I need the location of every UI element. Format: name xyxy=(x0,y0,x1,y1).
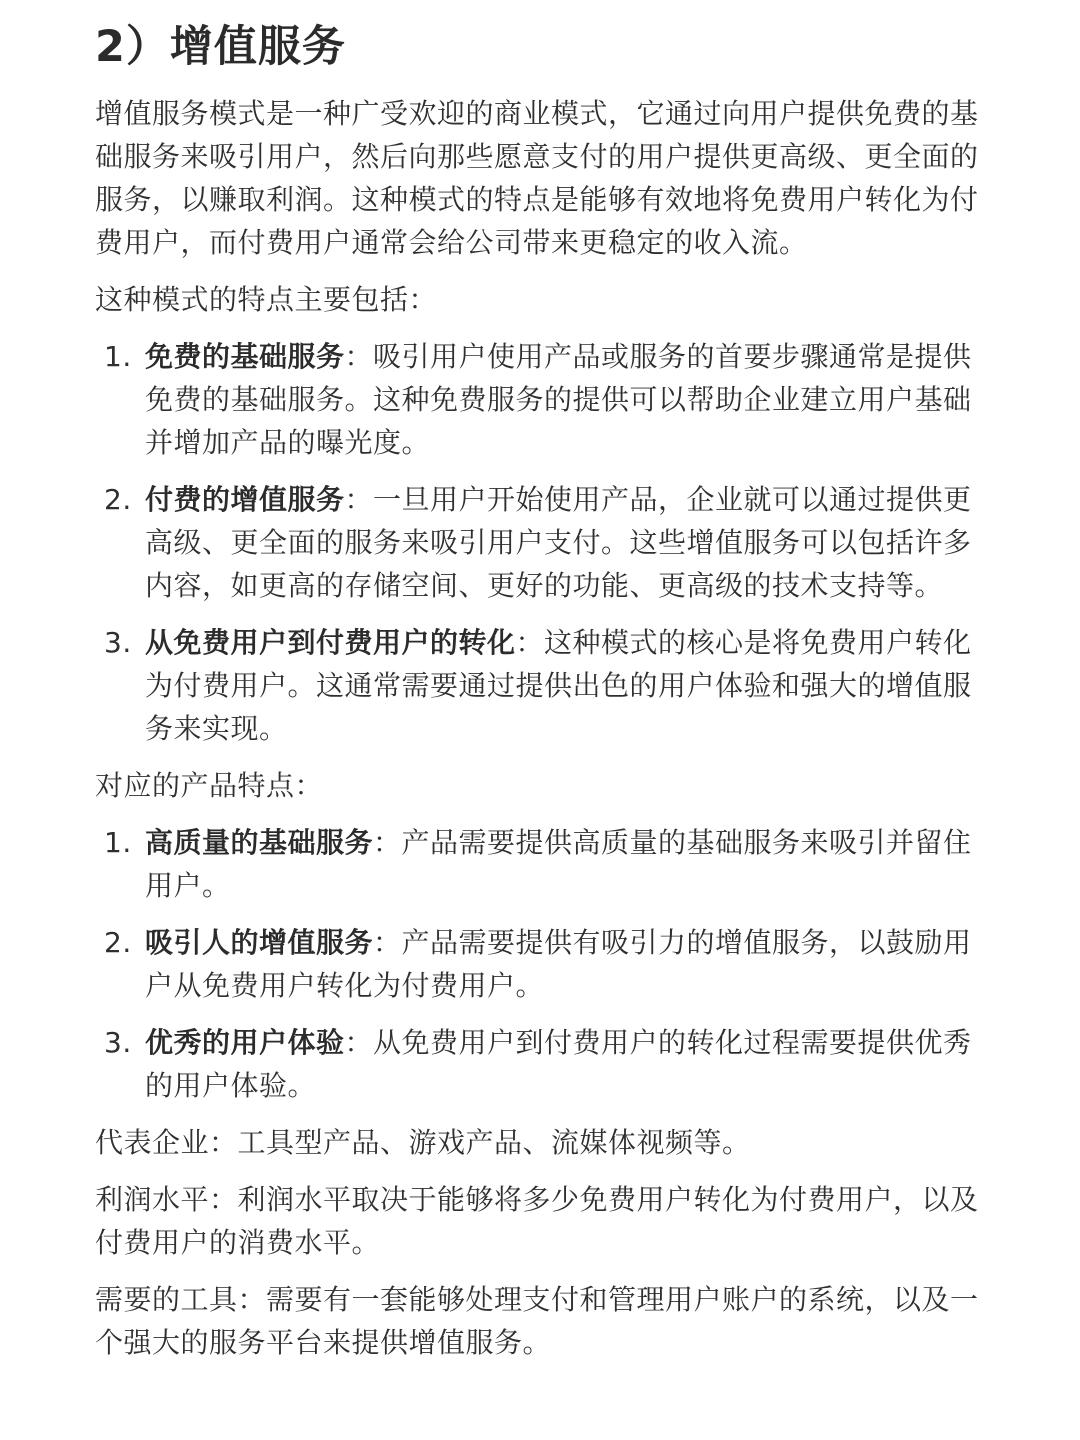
item-title: 从免费用户到付费用户的转化 xyxy=(145,626,516,659)
tools-paragraph: 需要的工具：需要有一套能够处理支付和管理用户账户的系统，以及一个强大的服务平台来提供增值服务。 xyxy=(95,1283,979,1359)
list-item-text xyxy=(145,335,985,464)
item-description: ：吸引用户使用产品或服务的首要步骤通常是提供免费的基础服务。这种免费服务的提供可以帮助企业建立用户基础并增加产品的曝光度。 xyxy=(145,340,972,459)
list-number: 1. xyxy=(104,340,132,373)
section-title: 2）增值服务 xyxy=(95,22,346,72)
intro-paragraph: 增值服务模式是一种广受欢迎的商业模式，它通过向用户提供免费的基础服务来吸引用户，然后向那些愿意支付的用户提供更高级、更全面的服务，以赚取利润。这种模式的特点是能够有效地将免费用户转化为付费用户，而付费用户通常会给公司带来更稳定的收入流。 xyxy=(95,97,979,259)
item-description: ：从免费用户到付费用户的转化过程需要提供优秀的用户体验。 xyxy=(145,1026,972,1102)
features-heading: 这种模式的特点主要包括： xyxy=(95,283,438,316)
list-item xyxy=(95,1021,985,1107)
features-list xyxy=(95,335,985,750)
product-heading: 对应的产品特点： xyxy=(95,769,324,802)
product-features-list xyxy=(95,821,985,1107)
item-title: 免费的基础服务 xyxy=(145,340,345,373)
profit-level-paragraph: 利润水平：利润水平取决于能够将多少免费用户转化为付费用户，以及付费用户的消费水平。 xyxy=(95,1183,979,1259)
item-description: ：产品需要提供高质量的基础服务来吸引并留住用户。 xyxy=(145,826,972,902)
list-item-text xyxy=(145,621,985,750)
item-title: 付费的增值服务 xyxy=(145,483,345,516)
list-item xyxy=(95,821,985,907)
list-item-text xyxy=(145,821,985,907)
list-item-text xyxy=(145,1021,985,1107)
list-item xyxy=(95,335,985,464)
list-item xyxy=(95,921,985,1007)
item-title: 优秀的用户体验 xyxy=(145,1026,345,1059)
item-description: ：一旦用户开始使用产品，企业就可以通过提供更高级、更全面的服务来吸引用户支付。这些增值服务可以包括许多内容，如更高的存储空间、更好的功能、更高级的技术支持等。 xyxy=(145,483,972,602)
list-number: 3. xyxy=(104,1026,132,1059)
list-item-text xyxy=(145,921,985,1007)
list-number: 2. xyxy=(104,483,132,516)
list-item-text xyxy=(145,478,985,607)
item-description: ：这种模式的核心是将免费用户转化为付费用户。这通常需要通过提供出色的用户体验和强大的增值服务来实现。 xyxy=(145,626,972,745)
list-number: 3. xyxy=(104,626,132,659)
representative-paragraph: 代表企业：工具型产品、游戏产品、流媒体视频等。 xyxy=(95,1126,751,1159)
list-number: 1. xyxy=(104,826,132,859)
item-title: 高质量的基础服务 xyxy=(145,826,374,859)
item-description: ：产品需要提供有吸引力的增值服务，以鼓励用户从免费用户转化为付费用户。 xyxy=(145,926,972,1002)
list-item xyxy=(95,478,985,607)
list-number: 2. xyxy=(104,926,132,959)
list-item xyxy=(95,621,985,750)
item-title: 吸引人的增值服务 xyxy=(145,926,374,959)
